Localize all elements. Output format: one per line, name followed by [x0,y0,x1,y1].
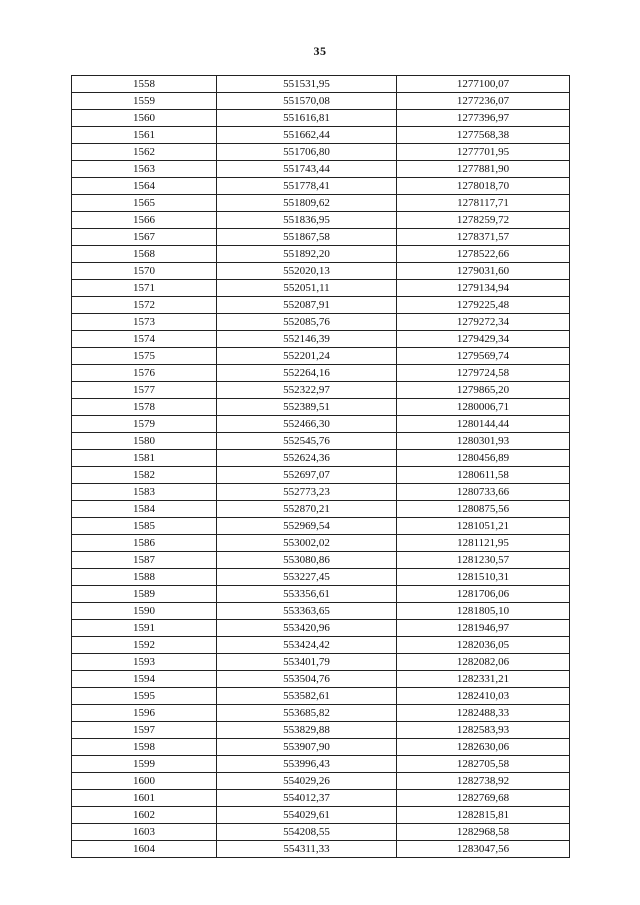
y-coordinate-cell: 1278117,71 [397,195,570,212]
x-coordinate-cell: 551836,95 [217,212,397,229]
point-number-cell: 1579 [72,416,217,433]
y-coordinate-cell: 1280733,66 [397,484,570,501]
table-row [72,433,570,450]
point-number-cell: 1558 [72,76,217,93]
point-number-cell: 1564 [72,178,217,195]
point-number-cell: 1593 [72,654,217,671]
point-number-cell: 1580 [72,433,217,450]
y-coordinate-cell: 1277701,95 [397,144,570,161]
point-number-cell: 1577 [72,382,217,399]
point-number-cell: 1601 [72,790,217,807]
point-number-cell: 1572 [72,297,217,314]
table-row [72,620,570,637]
y-coordinate-cell: 1280611,58 [397,467,570,484]
x-coordinate-cell: 552969,54 [217,518,397,535]
y-coordinate-cell: 1282488,33 [397,705,570,722]
table-row [72,603,570,620]
y-coordinate-cell: 1282815,81 [397,807,570,824]
y-coordinate-cell: 1277100,07 [397,76,570,93]
point-number-cell: 1581 [72,450,217,467]
point-number-cell: 1595 [72,688,217,705]
y-coordinate-cell: 1281805,10 [397,603,570,620]
x-coordinate-cell: 552264,16 [217,365,397,382]
x-coordinate-cell: 554208,55 [217,824,397,841]
point-number-cell: 1574 [72,331,217,348]
x-coordinate-cell: 553401,79 [217,654,397,671]
point-number-cell: 1565 [72,195,217,212]
point-number-cell: 1599 [72,756,217,773]
x-coordinate-cell: 551809,62 [217,195,397,212]
table-row [72,637,570,654]
x-coordinate-cell: 552624,36 [217,450,397,467]
point-number-cell: 1592 [72,637,217,654]
point-number-cell: 1600 [72,773,217,790]
table-row [72,144,570,161]
x-coordinate-cell: 551743,44 [217,161,397,178]
point-number-cell: 1573 [72,314,217,331]
y-coordinate-cell: 1277881,90 [397,161,570,178]
point-number-cell: 1563 [72,161,217,178]
x-coordinate-cell: 552051,11 [217,280,397,297]
x-coordinate-cell: 553002,02 [217,535,397,552]
table-row [72,195,570,212]
point-number-cell: 1585 [72,518,217,535]
x-coordinate-cell: 554012,37 [217,790,397,807]
point-number-cell: 1597 [72,722,217,739]
table-row [72,518,570,535]
x-coordinate-cell: 552087,91 [217,297,397,314]
y-coordinate-cell: 1281706,06 [397,586,570,603]
x-coordinate-cell: 553356,61 [217,586,397,603]
coordinates-table [71,75,570,858]
x-coordinate-cell: 551892,20 [217,246,397,263]
table-row [72,450,570,467]
y-coordinate-cell: 1280144,44 [397,416,570,433]
x-coordinate-cell: 552020,13 [217,263,397,280]
point-number-cell: 1562 [72,144,217,161]
point-number-cell: 1583 [72,484,217,501]
y-coordinate-cell: 1279031,60 [397,263,570,280]
table-row [72,229,570,246]
page-number: 35 [313,44,327,58]
y-coordinate-cell: 1279134,94 [397,280,570,297]
y-coordinate-cell: 1282738,92 [397,773,570,790]
x-coordinate-cell: 552697,07 [217,467,397,484]
table-row [72,399,570,416]
point-number-cell: 1561 [72,127,217,144]
y-coordinate-cell: 1282630,06 [397,739,570,756]
table-row [72,93,570,110]
y-coordinate-cell: 1283047,56 [397,841,570,858]
x-coordinate-cell: 554311,33 [217,841,397,858]
y-coordinate-cell: 1279225,48 [397,297,570,314]
y-coordinate-cell: 1279272,34 [397,314,570,331]
table-row [72,824,570,841]
table-row [72,416,570,433]
table-row [72,569,570,586]
x-coordinate-cell: 552085,76 [217,314,397,331]
table-row [72,178,570,195]
y-coordinate-cell: 1281946,97 [397,620,570,637]
x-coordinate-cell: 553424,42 [217,637,397,654]
point-number-cell: 1575 [72,348,217,365]
y-coordinate-cell: 1282583,93 [397,722,570,739]
y-coordinate-cell: 1281510,31 [397,569,570,586]
point-number-cell: 1582 [72,467,217,484]
x-coordinate-cell: 551706,80 [217,144,397,161]
x-coordinate-cell: 554029,26 [217,773,397,790]
x-coordinate-cell: 553996,43 [217,756,397,773]
point-number-cell: 1596 [72,705,217,722]
x-coordinate-cell: 552870,21 [217,501,397,518]
y-coordinate-cell: 1278371,57 [397,229,570,246]
y-coordinate-cell: 1279865,20 [397,382,570,399]
table-row [72,773,570,790]
y-coordinate-cell: 1282331,21 [397,671,570,688]
point-number-cell: 1566 [72,212,217,229]
x-coordinate-cell: 553829,88 [217,722,397,739]
table-row [72,263,570,280]
y-coordinate-cell: 1279724,58 [397,365,570,382]
x-coordinate-cell: 551867,58 [217,229,397,246]
y-coordinate-cell: 1279569,74 [397,348,570,365]
coordinates-table-body [72,76,570,858]
point-number-cell: 1559 [72,93,217,110]
x-coordinate-cell: 551570,08 [217,93,397,110]
x-coordinate-cell: 552322,97 [217,382,397,399]
x-coordinate-cell: 553080,86 [217,552,397,569]
y-coordinate-cell: 1278018,70 [397,178,570,195]
table-row [72,688,570,705]
y-coordinate-cell: 1282410,03 [397,688,570,705]
table-row [72,586,570,603]
point-number-cell: 1570 [72,263,217,280]
point-number-cell: 1584 [72,501,217,518]
table-row [72,280,570,297]
y-coordinate-cell: 1281051,21 [397,518,570,535]
y-coordinate-cell: 1282036,05 [397,637,570,654]
y-coordinate-cell: 1280875,56 [397,501,570,518]
table-row [72,671,570,688]
point-number-cell: 1594 [72,671,217,688]
point-number-cell: 1590 [72,603,217,620]
table-row [72,297,570,314]
y-coordinate-cell: 1282082,06 [397,654,570,671]
table-row [72,348,570,365]
table-row [72,722,570,739]
point-number-cell: 1587 [72,552,217,569]
y-coordinate-cell: 1280006,71 [397,399,570,416]
x-coordinate-cell: 552545,76 [217,433,397,450]
table-row [72,110,570,127]
table-row [72,501,570,518]
x-coordinate-cell: 553363,65 [217,603,397,620]
x-coordinate-cell: 551778,41 [217,178,397,195]
x-coordinate-cell: 553582,61 [217,688,397,705]
y-coordinate-cell: 1281121,95 [397,535,570,552]
point-number-cell: 1598 [72,739,217,756]
y-coordinate-cell: 1282705,58 [397,756,570,773]
x-coordinate-cell: 552146,39 [217,331,397,348]
x-coordinate-cell: 553420,96 [217,620,397,637]
point-number-cell: 1602 [72,807,217,824]
table-row [72,739,570,756]
y-coordinate-cell: 1279429,34 [397,331,570,348]
x-coordinate-cell: 553227,45 [217,569,397,586]
table-row [72,127,570,144]
x-coordinate-cell: 552201,24 [217,348,397,365]
x-coordinate-cell: 552389,51 [217,399,397,416]
x-coordinate-cell: 551531,95 [217,76,397,93]
x-coordinate-cell: 553504,76 [217,671,397,688]
y-coordinate-cell: 1282968,58 [397,824,570,841]
table-row [72,790,570,807]
y-coordinate-cell: 1281230,57 [397,552,570,569]
point-number-cell: 1604 [72,841,217,858]
table-row [72,535,570,552]
y-coordinate-cell: 1277568,38 [397,127,570,144]
y-coordinate-cell: 1280456,89 [397,450,570,467]
point-number-cell: 1560 [72,110,217,127]
x-coordinate-cell: 554029,61 [217,807,397,824]
point-number-cell: 1586 [72,535,217,552]
y-coordinate-cell: 1280301,93 [397,433,570,450]
table-row [72,841,570,858]
table-row [72,212,570,229]
y-coordinate-cell: 1278522,66 [397,246,570,263]
table-row [72,654,570,671]
x-coordinate-cell: 553685,82 [217,705,397,722]
table-row [72,246,570,263]
point-number-cell: 1591 [72,620,217,637]
y-coordinate-cell: 1282769,68 [397,790,570,807]
point-number-cell: 1567 [72,229,217,246]
table-row [72,161,570,178]
x-coordinate-cell: 552466,30 [217,416,397,433]
point-number-cell: 1576 [72,365,217,382]
point-number-cell: 1589 [72,586,217,603]
table-row [72,552,570,569]
table-row [72,365,570,382]
table-row [72,382,570,399]
y-coordinate-cell: 1278259,72 [397,212,570,229]
table-row [72,331,570,348]
point-number-cell: 1578 [72,399,217,416]
table-row [72,756,570,773]
table-row [72,705,570,722]
y-coordinate-cell: 1277396,97 [397,110,570,127]
table-row [72,807,570,824]
point-number-cell: 1603 [72,824,217,841]
x-coordinate-cell: 553907,90 [217,739,397,756]
y-coordinate-cell: 1277236,07 [397,93,570,110]
point-number-cell: 1568 [72,246,217,263]
table-row [72,314,570,331]
table-row [72,484,570,501]
point-number-cell: 1588 [72,569,217,586]
x-coordinate-cell: 551616,81 [217,110,397,127]
table-row [72,467,570,484]
x-coordinate-cell: 552773,23 [217,484,397,501]
table-row [72,76,570,93]
x-coordinate-cell: 551662,44 [217,127,397,144]
point-number-cell: 1571 [72,280,217,297]
